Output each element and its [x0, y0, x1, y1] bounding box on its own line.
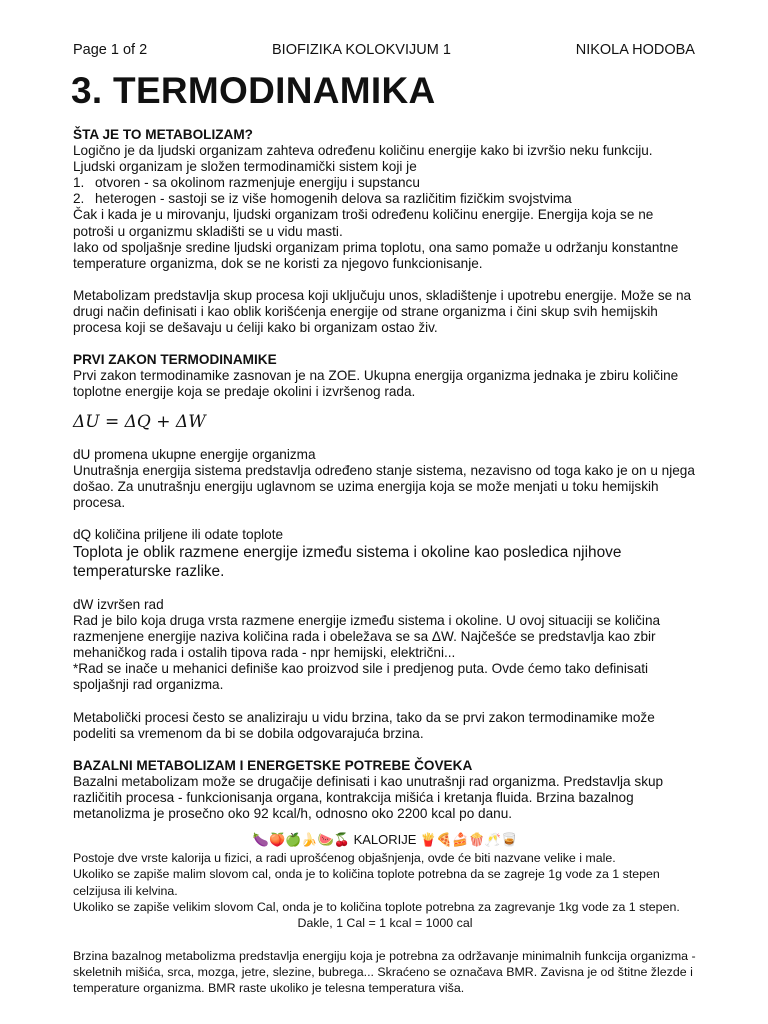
paragraph: Ukoliko se zapiše velikim slovom Cal, onda je to količina toplote potrebna za zagrevanje 1kg vode za 1 stepen.	[73, 900, 680, 915]
paragraph: Metabolički procesi često se analiziraju u vidu brzina, tako da se prvi zakon termodinamike može podeliti sa vremenom da bi se dobila odgovarajuća brzina.	[73, 709, 655, 741]
list-item: 2. heterogen - sastoji se iz više homogenih delova sa različitim fizičkim svojstvima	[73, 191, 572, 207]
du-label: dU promena ukupne energije organizma	[73, 446, 316, 462]
section-heading-bazalni: BAZALNI METABOLIZAM I ENERGETSKE POTREBE ČOVEKA	[73, 757, 473, 773]
document-body	[73, 127, 697, 997]
fruit-emoji-icons: 🍆🍑🍏🍌🍉🍒	[252, 832, 350, 848]
dq-label: dQ količina priljene ili odate toplote	[73, 526, 284, 542]
list-item: 1. otvoren - sa okolinom razmenjuje energiju i supstancu	[73, 175, 420, 191]
paragraph: Čak i kada je u mirovanju, ljudski organizam troši određenu količinu energije. Energija koja se ne potroši u organizmu skladišti se u vidu masti.	[73, 207, 654, 239]
paragraph: Unutrašnja energija sistema predstavlja određeno stanje sistema, nezavisno od toga kako je on u njega došao. Za unutrašnju energiju uglavnom se uzima energija koja se može menjati u toku hemijskih procesa.	[73, 462, 695, 510]
page-header	[73, 42, 695, 58]
paragraph: Prvi zakon termodinamike zasnovan je na ZOE. Ukupna energija organizma jednaka je zbiru količine toplotne energije koja se predaje okolini i izvršenog rada.	[73, 368, 679, 400]
kalorije-label: KALORIJE	[353, 832, 417, 848]
course-title: BIOFIZIKA KOLOKVIJUM 1	[272, 42, 451, 58]
section-heading-metabolizam: ŠTA JE TO METABOLIZAM?	[73, 127, 253, 142]
paragraph-note: *Rad se inače u mehanici definiše kao proizvod sile i predjenog puta. Ovde ćemo tako definisati spoljašnji rad organizma.	[73, 661, 649, 693]
paragraph: Postoje dve vrste kalorija u fizici, a radi uprošćenog objašnjenja, ovde će biti nazvane velike i male.	[73, 851, 616, 866]
section-heading-prvi-zakon: PRVI ZAKON TERMODINAMIKE	[73, 352, 277, 368]
paragraph: Bazalni metabolizam može se drugačije definisati i kao unutrašnji rad organizma. Predstavlja skup različitih procesa - funkcionisanja organa, kontrakcija mišića i kretanja fluida. Brzina bazalnog metanolizma je prosečno oko 92 kcal/h, odnosno oko 2200 kcal po danu.	[73, 773, 664, 821]
first-law-formula: ΔU = ΔQ + ΔW	[73, 412, 206, 433]
paragraph: Rad je bilo koja druga vrsta razmene energije između sistema i okoline. U ovoj situaciji se količina razmenjene energije naziva količina rada i obeležava se sa ΔW. Najčešće se predstavlja kao zbir mehaničkog rada i ostalih tipova rada - npr hemijski, električni...	[73, 613, 661, 661]
paragraph: Logično je da ljudski organizam zahteva određenu količinu energije kako bi izvršio neku funkciju.	[73, 143, 653, 159]
author-name: NIKOLA HODOBA	[575, 42, 695, 58]
paragraph: Toplota je oblik razmene energije između sistema i okoline kao posledica njihove temperaturske razlike.	[73, 543, 622, 580]
paragraph: Iako od spoljašnje sredine ljudski organizam prima toplotu, ona samo pomaže u održanju konstantne temperature organizma, dok se ne koristi za njegovo funkcionisanje.	[73, 239, 679, 271]
calorie-equation: Dakle, 1 Cal = 1 kcal = 1000 cal	[297, 916, 473, 931]
junkfood-emoji-icons: 🍟🍕🍰🍿🥂🥃	[420, 832, 518, 848]
dw-label: dW izvršen rad	[73, 596, 164, 612]
paragraph: Metabolizam predstavlja skup procesa koji uključuju unos, skladištenje i upotrebu energije. Može se na drugi način definisati i kao oblik korišćenja energije od strane organizma i čini skup svih hemijskih procesa koji se dešavaju u ćeliji kako bi organizam ostao živ.	[73, 287, 692, 336]
paragraph: Brzina bazalnog metabolizma predstavlja energiju koja je potrebna za održavanje minimalnih funkcija organizma - skeletnih mišića, srca, mozga, jetre, slezine, bubrega... Skraćeno se označava BMR. Zavisna je od štitne žlezde i temperature organizma. BMR raste ukoliko je telesna temperatura viša.	[73, 948, 696, 996]
chapter-title: 3. TERMODINAMIKA	[71, 70, 436, 111]
paragraph: Ljudski organizam je složen termodinamički sistem koji je	[73, 159, 417, 175]
kalorije-banner	[73, 832, 697, 848]
page-number: Page 1 of 2	[73, 42, 148, 58]
paragraph: Ukoliko se zapiše malim slovom cal, onda je to količina toplote potrebna da se zagreje 1g vode za 1 stepen celzijusa ili kelvina.	[73, 867, 660, 898]
